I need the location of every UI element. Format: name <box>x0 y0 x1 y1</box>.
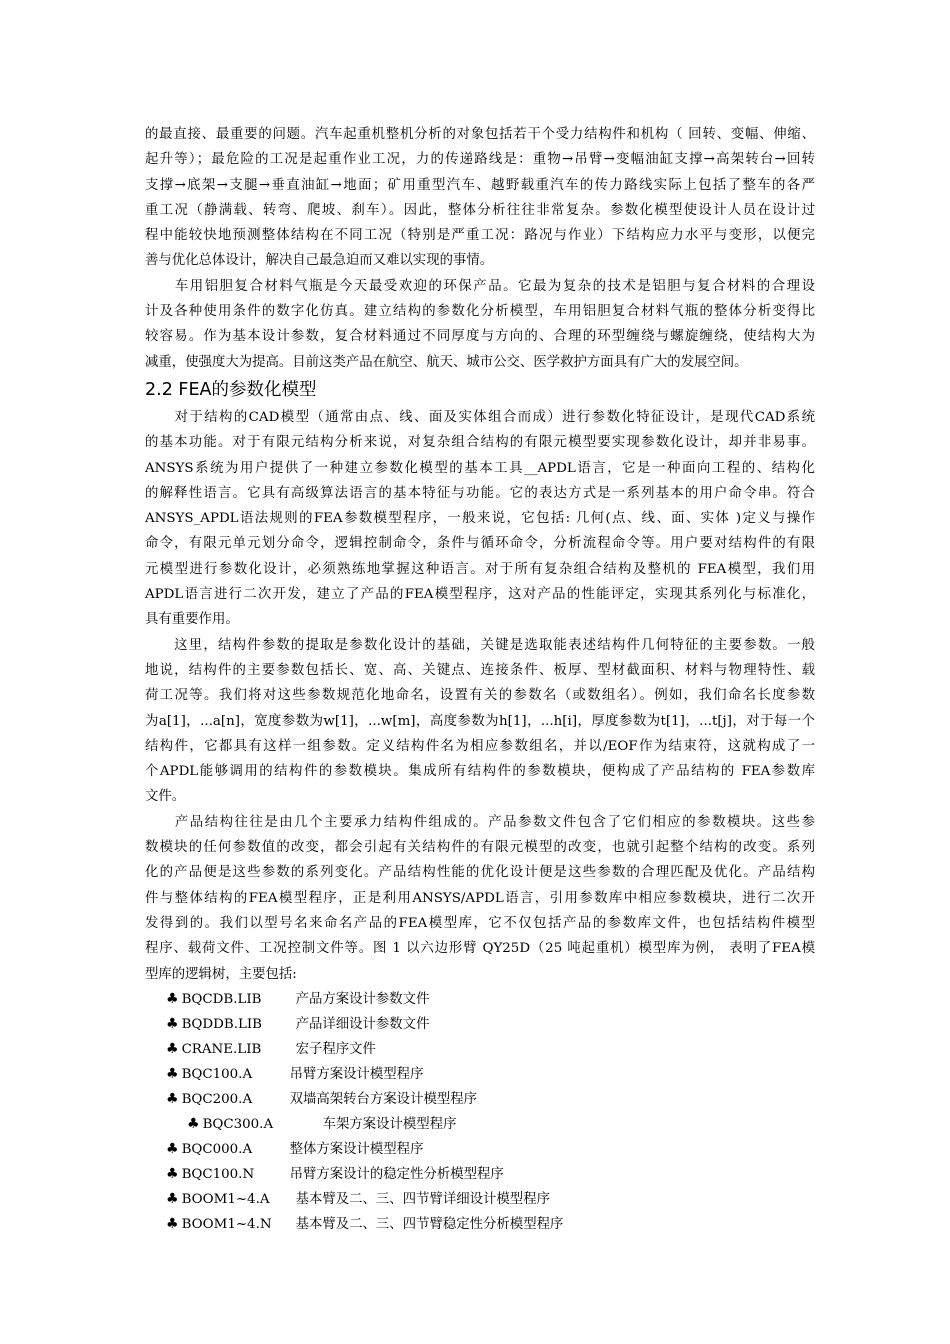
club-bullet-icon: ♣ <box>166 1065 179 1082</box>
file-description: 基本臂及二、三、四节臂稳定性分析模型程序 <box>295 1216 564 1232</box>
text-line: ANSYS系统为用户提供了一种建立参数化模型的基本工具__APDL语言，它是一种面向工程的、结构化 <box>145 460 815 476</box>
paragraph-crane-analysis <box>145 122 815 274</box>
text-line: 产品结构往往是由几个主要承力结构件组成的。产品参数文件包含了它们相应的参数模块。这些参 <box>145 814 815 830</box>
list-item <box>145 1112 815 1137</box>
file-name: BQCDB.LIB <box>181 991 262 1007</box>
section-heading: 2.2 FEA的参数化模型 <box>145 379 317 400</box>
paragraph-parameters <box>145 633 815 810</box>
text-line: 支撑→底架→支腿→垂直油缸→地面；矿用重型汽车、越野载重汽车的传力路线实际上包括了整车的各严 <box>145 177 815 193</box>
file-name: BQDDB.LIB <box>181 1016 262 1032</box>
text-line: 对于结构的CAD模型（通常由点、线、面及实体组合而成）进行参数化特征设计，是现代CAD系统 <box>145 409 815 425</box>
text-line: 车用铝胆复合材料气瓶是今天最受欢迎的环保产品。它最为复杂的技术是铝胆与复合材料的合理设 <box>145 278 815 294</box>
text-line: 为a[1]，...a[n]，宽度参数为w[1]，...w[m]，高度参数为h[1]，...h[i]，厚度参数为t[1]，...t[j]，对于每一个 <box>145 713 815 729</box>
text-line: 个APDL能够调用的结构件的参数模块。集成所有结构件的参数模块，便构成了产品结构的 FEA参数库 <box>145 764 815 780</box>
file-description: 产品方案设计参数文件 <box>295 991 430 1007</box>
text-line: 荷工况等。我们将对这些参数规范化地命名，设置有关的参数名（或数组名）。例如，我们命名长度参数 <box>145 688 815 704</box>
list-item <box>145 1012 815 1037</box>
paragraph-cad-apdl <box>145 405 815 633</box>
file-description: 基本臂及二、三、四节臂详细设计模型程序 <box>295 1191 550 1207</box>
text-line: 具有重要作用。 <box>145 612 239 628</box>
text-line: 命令，有限元单元划分命令，逻辑控制命令，条件与循环命令，分析流程命令等。用户要对结构件的有限 <box>145 536 815 552</box>
file-description: 宏子程序文件 <box>295 1041 376 1057</box>
text-line: 化的产品便是这些参数的系列变化。产品结构性能的优化设计便是这些参数的合理匹配及优化。产品结构 <box>145 865 815 881</box>
list-item <box>145 1037 815 1062</box>
list-item <box>145 1062 815 1087</box>
club-bullet-icon: ♣ <box>187 1115 200 1132</box>
text-line: 起升等）；最危险的工况是起重作业工况，力的传递路线是：重物→吊臂→变幅油缸支撑→高架转台→回转 <box>145 152 815 168</box>
text-line: 程中能较快地预测整体结构在不同工况（特别是严重工况：路况与作业）下结构应力水平与变形，以便完 <box>145 228 815 244</box>
fea-file-list <box>145 987 815 1237</box>
club-bullet-icon: ♣ <box>166 990 179 1007</box>
file-name: CRANE.LIB <box>181 1041 262 1057</box>
file-name: BQC300.A <box>202 1116 274 1132</box>
list-item <box>145 1187 815 1212</box>
text-line: 较容易。作为基本设计参数，复合材料通过不同厚度与方向的、合理的环型缠绕与螺旋缠绕，使结构大为 <box>145 329 815 345</box>
club-bullet-icon: ♣ <box>166 1090 179 1107</box>
paragraph-product-structure <box>145 810 815 987</box>
document-page <box>145 122 815 1237</box>
text-line: 的基本功能。对于有限元结构分析来说，对复杂组合结构的有限元模型要实现参数化设计，却并非易事。 <box>145 435 815 451</box>
list-item <box>145 1212 815 1237</box>
text-line: 减重，使强度大为提高。目前这类产品在航空、航天、城市公交、医学救护方面具有广大的发展空间。 <box>145 354 748 370</box>
club-bullet-icon: ♣ <box>166 1040 179 1057</box>
list-item <box>145 1137 815 1162</box>
file-description: 吊臂方案设计模型程序 <box>289 1066 424 1082</box>
text-line: 的解释性语言。它具有高级算法语言的基本特征与功能。它的表达方式是一系列基本的用户命令串。符合 <box>145 485 815 501</box>
text-line: 型库的逻辑树，主要包括: <box>145 966 297 982</box>
list-item <box>145 1162 815 1187</box>
text-line: 的最直接、最重要的问题。汽车起重机整机分析的对象包括若干个受力结构件和机构（ 回转、变幅、伸缩、 <box>145 127 815 142</box>
file-description: 双墙高架转台方案设计模型程序 <box>289 1091 478 1107</box>
file-description: 车架方案设计模型程序 <box>322 1116 457 1132</box>
file-name: BQC100.N <box>181 1166 255 1182</box>
list-item <box>145 987 815 1012</box>
text-line: 文件。 <box>145 789 186 805</box>
text-line: 重工况（静满载、转弯、爬坡、刹车）。因此，整体分析往往非常复杂。参数化模型使设计人员在设计过 <box>145 202 815 218</box>
file-name: BQC200.A <box>181 1091 253 1107</box>
text-line: 发得到的。我们以型号名来命名产品的FEA模型库，它不仅包括产品的参数库文件，也包括结构件模型 <box>145 915 815 931</box>
text-line: ANSYS_APDL语法规则的FEA参数模型程序，一般来说，它包括: 几何(点、线、面、实体 )定义与操作 <box>145 511 815 527</box>
text-line: 结构件，它都具有这样一组参数。定义结构件名为相应参数组名，并以/EOF作为结束符，这就构成了一 <box>145 738 815 754</box>
file-name: BOOM1~4.A <box>181 1191 270 1207</box>
file-description: 整体方案设计模型程序 <box>289 1141 424 1157</box>
text-line: 计及各种使用条件的数字化仿真。建立结构的参数化分析模型，车用铝胆复合材料气瓶的整体分析变得比 <box>145 304 815 320</box>
text-line: 数模块的任何参数值的改变，都会引起有关结构件的有限元模型的改变，也就引起整个结构的改变。系列 <box>145 840 815 856</box>
text-line: 元模型进行参数化设计，必须熟练地掌握这种语言。对于所有复杂组合结构及整机的 FEA模型，我们用 <box>145 561 815 577</box>
club-bullet-icon: ♣ <box>166 1140 179 1157</box>
text-line: 件与整体结构的FEA模型程序，正是利用ANSYS/APDL语言，引用参数库中相应参数模块，进行二次开 <box>145 890 815 906</box>
file-name: BOOM1~4.N <box>181 1216 272 1232</box>
file-name: BQC000.A <box>181 1141 253 1157</box>
text-line: 这里，结构件参数的提取是参数化设计的基础，关键是选取能表述结构件几何特征的主要参数。一般 <box>145 637 815 653</box>
text-line: 程序、载荷文件、工况控制文件等。图 1 以六边形臂 QY25D（25 吨起重机）模型库为例， 表明了FEA模 <box>145 941 815 957</box>
paragraph-gas-cylinder <box>145 274 815 375</box>
text-line: APDL语言进行二次开发，建立了产品的FEA模型程序，这对产品的性能评定，实现其系列化与标准化， <box>145 587 815 603</box>
file-description: 吊臂方案设计的稳定性分析模型程序 <box>289 1166 504 1182</box>
text-line: 地说，结构件的主要参数包括长、宽、高、关键点、连接条件、板厚、型材截面积、材料与物理特性、载 <box>145 662 815 678</box>
file-name: BQC100.A <box>181 1066 253 1082</box>
club-bullet-icon: ♣ <box>166 1190 179 1207</box>
club-bullet-icon: ♣ <box>166 1215 179 1232</box>
text-line: 善与优化总体设计，解决自己最急迫而又难以实现的事情。 <box>145 253 494 269</box>
club-bullet-icon: ♣ <box>166 1015 179 1032</box>
file-description: 产品详细设计参数文件 <box>295 1016 430 1032</box>
list-item <box>145 1087 815 1112</box>
club-bullet-icon: ♣ <box>166 1165 179 1182</box>
